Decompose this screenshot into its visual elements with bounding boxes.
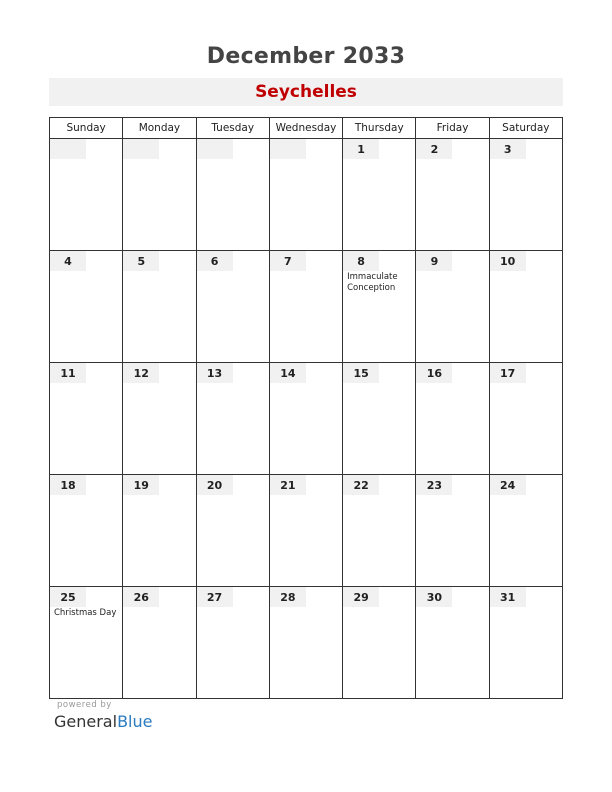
day-number [123, 139, 159, 159]
calendar-week-row [50, 475, 563, 587]
day-number: 10 [490, 251, 526, 271]
day-number: 19 [123, 475, 159, 495]
day-cell [123, 587, 196, 699]
day-number: 4 [50, 251, 86, 271]
day-cell [416, 475, 489, 587]
calendar-title: December 2033 [206, 44, 406, 69]
weekday-header-row [50, 118, 563, 139]
weekday-monday: Monday [123, 118, 196, 139]
day-cell [50, 587, 123, 699]
day-number: 26 [123, 587, 159, 607]
day-number: 5 [123, 251, 159, 271]
weekday-sunday: Sunday [50, 118, 123, 139]
holiday-label: Immaculate Conception [347, 272, 398, 293]
day-cell [196, 251, 269, 363]
day-cell [416, 363, 489, 475]
day-number: 18 [50, 475, 86, 495]
day-cell [489, 251, 562, 363]
calendar-week-row [50, 587, 563, 699]
brand-logo[interactable] [54, 712, 152, 731]
calendar-week-row [50, 363, 563, 475]
day-cell [50, 363, 123, 475]
day-number [50, 139, 86, 159]
calendar-body [50, 139, 563, 699]
weekday-saturday: Saturday [489, 118, 562, 139]
day-number [270, 139, 306, 159]
day-number: 25 [50, 587, 86, 607]
country-bar [49, 78, 563, 106]
calendar-grid [49, 117, 563, 699]
day-cell [196, 587, 269, 699]
day-cell [343, 251, 416, 363]
day-number: 8 [343, 251, 379, 271]
day-number [197, 139, 233, 159]
day-number: 12 [123, 363, 159, 383]
day-cell [489, 587, 562, 699]
day-cell [269, 587, 342, 699]
day-cell [416, 139, 489, 251]
day-cell [269, 139, 342, 251]
day-cell [123, 363, 196, 475]
day-cell [196, 475, 269, 587]
calendar-week-row [50, 139, 563, 251]
day-number: 24 [490, 475, 526, 495]
brand-general: General [54, 712, 118, 731]
day-number: 17 [490, 363, 526, 383]
calendar-week-row [50, 251, 563, 363]
day-cell [489, 139, 562, 251]
day-number: 7 [270, 251, 306, 271]
day-number: 16 [416, 363, 452, 383]
day-number: 20 [197, 475, 233, 495]
day-number: 23 [416, 475, 452, 495]
day-cell [123, 251, 196, 363]
day-cell [416, 251, 489, 363]
day-cell [269, 363, 342, 475]
day-number: 29 [343, 587, 379, 607]
day-cell [196, 363, 269, 475]
day-number: 2 [416, 139, 452, 159]
day-number: 14 [270, 363, 306, 383]
weekday-thursday: Thursday [343, 118, 416, 139]
day-number: 30 [416, 587, 452, 607]
day-number: 15 [343, 363, 379, 383]
day-cell [343, 475, 416, 587]
day-cell [196, 139, 269, 251]
day-cell [269, 251, 342, 363]
day-number: 21 [270, 475, 306, 495]
day-cell [123, 139, 196, 251]
day-cell [123, 475, 196, 587]
day-number: 3 [490, 139, 526, 159]
weekday-friday: Friday [416, 118, 489, 139]
day-number: 22 [343, 475, 379, 495]
day-cell [343, 587, 416, 699]
day-cell [343, 363, 416, 475]
day-cell [343, 139, 416, 251]
day-cell [489, 475, 562, 587]
brand-blue: Blue [117, 712, 153, 731]
day-cell [50, 475, 123, 587]
day-number: 31 [490, 587, 526, 607]
day-cell [489, 363, 562, 475]
day-number: 28 [270, 587, 306, 607]
day-cell [50, 251, 123, 363]
day-number: 1 [343, 139, 379, 159]
powered-by-text: powered by [57, 700, 112, 710]
day-number: 27 [197, 587, 233, 607]
holiday-label: Christmas Day [54, 608, 117, 618]
day-number: 11 [50, 363, 86, 383]
day-number: 6 [197, 251, 233, 271]
day-number: 13 [197, 363, 233, 383]
country-name: Seychelles [255, 82, 357, 102]
weekday-tuesday: Tuesday [196, 118, 269, 139]
day-cell [416, 587, 489, 699]
weekday-wednesday: Wednesday [269, 118, 342, 139]
day-cell [50, 139, 123, 251]
day-number: 9 [416, 251, 452, 271]
day-cell [269, 475, 342, 587]
